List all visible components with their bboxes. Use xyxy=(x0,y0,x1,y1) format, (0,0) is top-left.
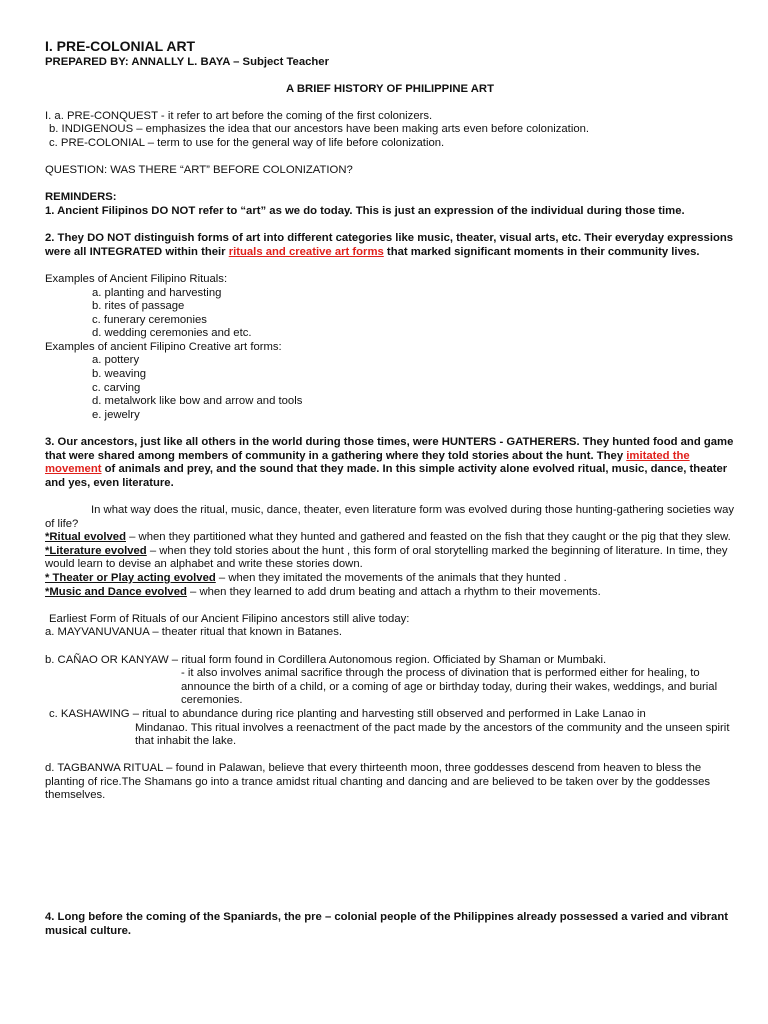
ritual-kashawing-detail: Mindanao. This ritual involves a reenactment of the pact made by the ancestors of the community and the unseen spirit that inhabit the lake. xyxy=(135,721,730,748)
art-form-example: d. metalwork like bow and arrow and tools xyxy=(92,395,303,408)
art-form-example: b. weaving xyxy=(92,368,147,381)
evolution-label: *Literature evolved xyxy=(45,544,147,557)
evolution-item xyxy=(45,545,735,572)
ritual-example: b. rites of passage xyxy=(92,300,185,313)
evolution-text: – when they learned to add drum beating and attach a rhythm to their movements. xyxy=(186,585,601,598)
document-heading: A BRIEF HISTORY OF PHILIPPINE ART xyxy=(286,82,494,95)
earliest-rituals-heading: Earliest Form of Rituals of our Ancient Filipino ancestors still alive today: xyxy=(49,612,410,625)
reminder-2 xyxy=(45,232,735,259)
evolution-text: – when they imitated the movements of the animals that they hunted . xyxy=(215,571,567,584)
reminder-3-text-end: of animals and prey, and the sound that they made. In this simple activity alone evolved ritual, music, dance, theater and yes, even literature. xyxy=(45,463,728,489)
reminder-1: 1. Ancient Filipinos DO NOT refer to “art” as we do today. This is just an expression of the individual during those time. xyxy=(45,204,685,217)
reminder-3-highlight: imitated the movement xyxy=(45,449,690,476)
ritual-example: d. wedding ceremonies and etc. xyxy=(92,327,252,340)
ritual-tagbanwa: d. TAGBANWA RITUAL – found in Palawan, believe that every thirteenth moon, three goddesses descend from heaven to bless the planting of rice.The Shamans go into a trance amidst ritual chanting and dancing and are believed to be taken over by the goddesses themselves. xyxy=(45,762,711,802)
evolution-item xyxy=(45,586,735,600)
art-forms-heading: Examples of ancient Filipino Creative art forms: xyxy=(45,340,282,353)
rituals-heading: Examples of Ancient Filipino Rituals: xyxy=(45,272,228,285)
evolution-item xyxy=(45,572,735,586)
evolution-question: In what way does the ritual, music, dance, theater, even literature form was evolved during those hunting-gathering societies way of life? xyxy=(45,504,735,530)
definition-indigenous: b. INDIGENOUS – emphasizes the idea that our ancestors have been making arts even before colonization. xyxy=(49,123,590,136)
evolution-label: *Music and Dance evolved xyxy=(45,585,187,598)
question-line: QUESTION: WAS THERE “ART” BEFORE COLONIZATION? xyxy=(45,164,353,177)
reminder-3-text: 3. Our ancestors, just like all others in the world during those times, were HUNTERS - GATHERERS. They hunted food and game that were shared among members of community in a gathering where they told stories about the hunt. They xyxy=(45,436,734,462)
evolution-item xyxy=(45,531,735,545)
art-form-example: c. carving xyxy=(92,381,141,394)
reminder-2-text: 2. They DO NOT distinguish forms of art into different categories like music, theater, visual arts, etc. Their everyday expressions were all INTEGRATED within their xyxy=(45,232,734,258)
ritual-example: c. funerary ceremonies xyxy=(92,313,207,326)
ritual-example: a. planting and harvesting xyxy=(92,286,222,299)
reminder-2-highlight: rituals and creative art forms xyxy=(228,245,384,258)
page-title: I. PRE-COLONIAL ART xyxy=(45,38,196,54)
definition-precolonial: c. PRE-COLONIAL – term to use for the general way of life before colonization. xyxy=(49,136,445,149)
reminders-heading: REMINDERS: xyxy=(45,191,117,204)
evolution-label: *Ritual evolved xyxy=(45,531,126,544)
art-form-example: a. pottery xyxy=(92,354,140,367)
definition-preconquest: I. a. PRE-CONQUEST - it refer to art before the coming of the first colonizers. xyxy=(45,109,433,122)
ritual-kashawing: c. KASHAWING – ritual to abundance during rice planting and harvesting still observed and performed in Lake Lanao in xyxy=(49,707,646,720)
reminder-4: 4. Long before the coming of the Spaniards, the pre – colonial people of the Philippines already possessed a varied and vibrant musical culture. xyxy=(45,911,728,937)
ritual-mayvanuvanua: a. MAYVANUVANUA – theater ritual that known in Batanes. xyxy=(45,626,343,639)
ritual-canao-detail: - it also involves animal sacrifice through the process of divination that is performed either for healing, to announce the birth of a child, or a coming of age or birthday today, during their wakes, weddings, and burial ceremonies. xyxy=(181,667,718,707)
reminder-2-text-end: that marked significant moments in their community lives. xyxy=(383,245,700,258)
prepared-by: PREPARED BY: ANNALLY L. BAYA – Subject Teacher xyxy=(45,56,329,68)
art-form-example: e. jewelry xyxy=(92,408,140,421)
document-page xyxy=(45,38,735,938)
ritual-canao: b. CAÑAO OR KANYAW – ritual form found in Cordillera Autonomous region. Officiated by Shaman or Mumbaki. xyxy=(45,653,607,666)
reminder-3 xyxy=(45,436,735,490)
evolution-label: * Theater or Play acting evolved xyxy=(45,571,216,584)
evolution-text: – when they partitioned what they hunted and gathered and feasted on the fish that they caught or the pig that they slew. xyxy=(126,531,731,544)
evolution-text: – when they told stories about the hunt , this form of oral storytelling marked the beginning of literature. In time, they would learn to devise an alphabet and write these stories down. xyxy=(45,544,728,571)
